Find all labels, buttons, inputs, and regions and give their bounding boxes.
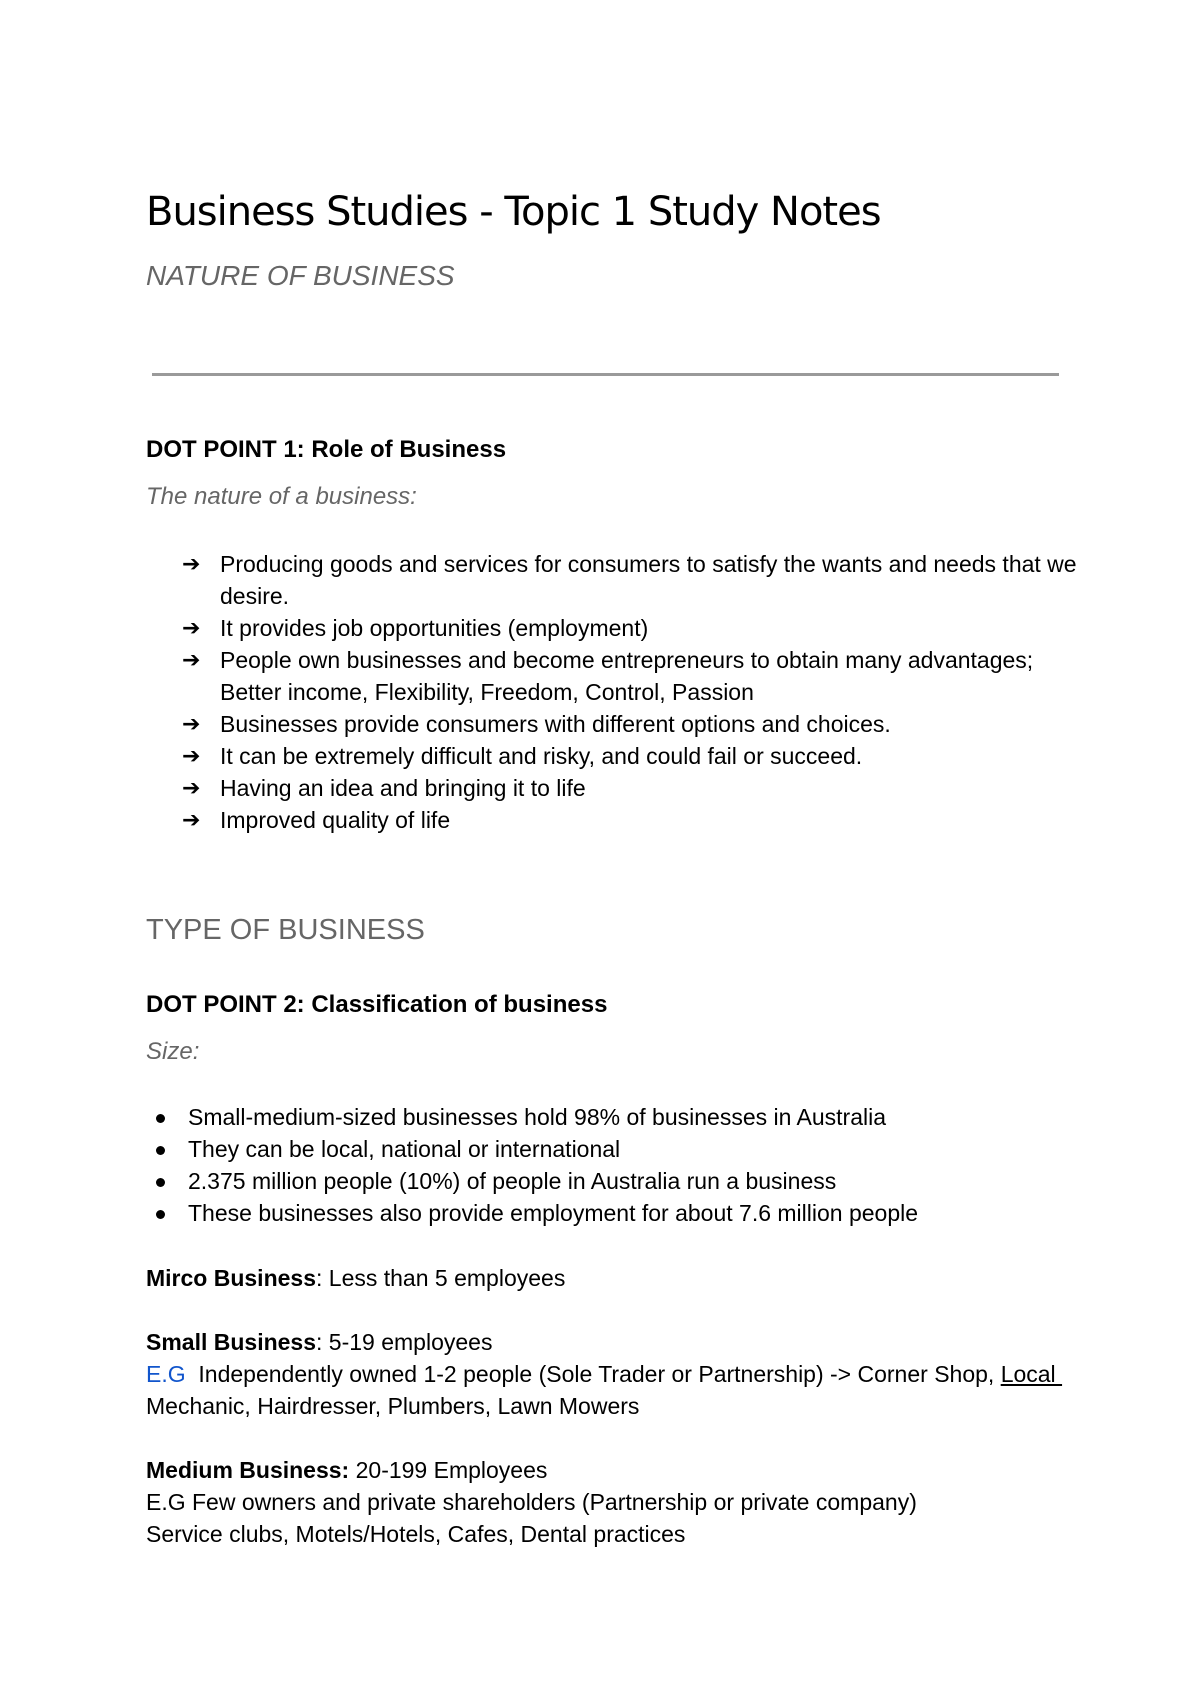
list-item: ➔ It provides job opportunities (employment) bbox=[182, 612, 1082, 644]
micro-business-label: Mirco Business bbox=[146, 1265, 316, 1291]
micro-business-text: : Less than 5 employees bbox=[316, 1265, 566, 1291]
arrow-icon: ➔ bbox=[182, 615, 201, 640]
arrow-icon: ➔ bbox=[182, 647, 201, 672]
list-item: ➔ Improved quality of life bbox=[182, 804, 1082, 836]
type-of-business-title: TYPE OF BUSINESS bbox=[146, 914, 425, 946]
arrow-bullet-list bbox=[182, 548, 1082, 836]
medium-business-paragraph bbox=[146, 1454, 1066, 1550]
small-business-paragraph bbox=[146, 1326, 1066, 1422]
small-business-text: : 5-19 employees bbox=[316, 1329, 493, 1355]
list-item: These businesses also provide employment for about 7.6 million people bbox=[150, 1197, 1050, 1229]
document-title: Business Studies - Topic 1 Study Notes bbox=[146, 189, 881, 235]
bullet-dot-icon bbox=[156, 1114, 165, 1123]
arrow-icon: ➔ bbox=[182, 807, 201, 832]
nature-subhead: The nature of a business: bbox=[146, 483, 417, 510]
dot-point-2-heading: DOT POINT 2: Classification of business bbox=[146, 991, 608, 1018]
list-item: They can be local, national or international bbox=[150, 1133, 1050, 1165]
arrow-icon: ➔ bbox=[182, 743, 201, 768]
arrow-icon: ➔ bbox=[182, 775, 201, 800]
dot-point-1-heading: DOT POINT 1: Role of Business bbox=[146, 436, 507, 463]
list-item: ➔ Producing goods and services for consumers to satisfy the wants and needs that we desire. bbox=[182, 548, 1082, 612]
bullet-dot-icon bbox=[156, 1210, 165, 1219]
size-subhead: Size: bbox=[146, 1038, 200, 1065]
underlined-text: Local bbox=[1000, 1361, 1063, 1387]
small-business-example-rest: Mechanic, Hairdresser, Plumbers, Lawn Mowers bbox=[146, 1393, 640, 1419]
medium-business-example: E.G Few owners and private shareholders (Partnership or private company) bbox=[146, 1489, 917, 1515]
arrow-icon: ➔ bbox=[182, 551, 201, 576]
document-subtitle: NATURE OF BUSINESS bbox=[146, 260, 455, 291]
micro-business-paragraph bbox=[146, 1262, 1066, 1294]
bullet-dot-icon bbox=[156, 1146, 165, 1155]
bullet-dot-icon bbox=[156, 1178, 165, 1187]
list-item: ➔ Businesses provide consumers with different options and choices. bbox=[182, 708, 1082, 740]
list-item: 2.375 million people (10%) of people in Australia run a business bbox=[150, 1165, 1050, 1197]
dot-bullet-list bbox=[150, 1101, 1050, 1229]
small-business-label: Small Business bbox=[146, 1329, 317, 1355]
list-item: Small-medium-sized businesses hold 98% of businesses in Australia bbox=[150, 1101, 1050, 1133]
medium-business-examples-list: Service clubs, Motels/Hotels, Cafes, Dental practices bbox=[146, 1521, 686, 1547]
horizontal-rule bbox=[152, 373, 1059, 376]
small-business-example: Independently owned 1-2 people (Sole Trader or Partnership) -> Corner Shop, bbox=[185, 1361, 1001, 1387]
list-item: ➔ People own businesses and become entrepreneurs to obtain many advantages; Better income, Flexibility, Freedom, Control, Passion bbox=[182, 644, 1082, 708]
medium-business-text: 20-199 Employees bbox=[349, 1457, 548, 1483]
list-item: ➔ Having an idea and bringing it to life bbox=[182, 772, 1082, 804]
medium-business-label: Medium Business: bbox=[146, 1457, 350, 1483]
arrow-icon: ➔ bbox=[182, 711, 201, 736]
eg-link[interactable]: E.G bbox=[146, 1361, 186, 1387]
list-item: ➔ It can be extremely difficult and risky, and could fail or succeed. bbox=[182, 740, 1082, 772]
